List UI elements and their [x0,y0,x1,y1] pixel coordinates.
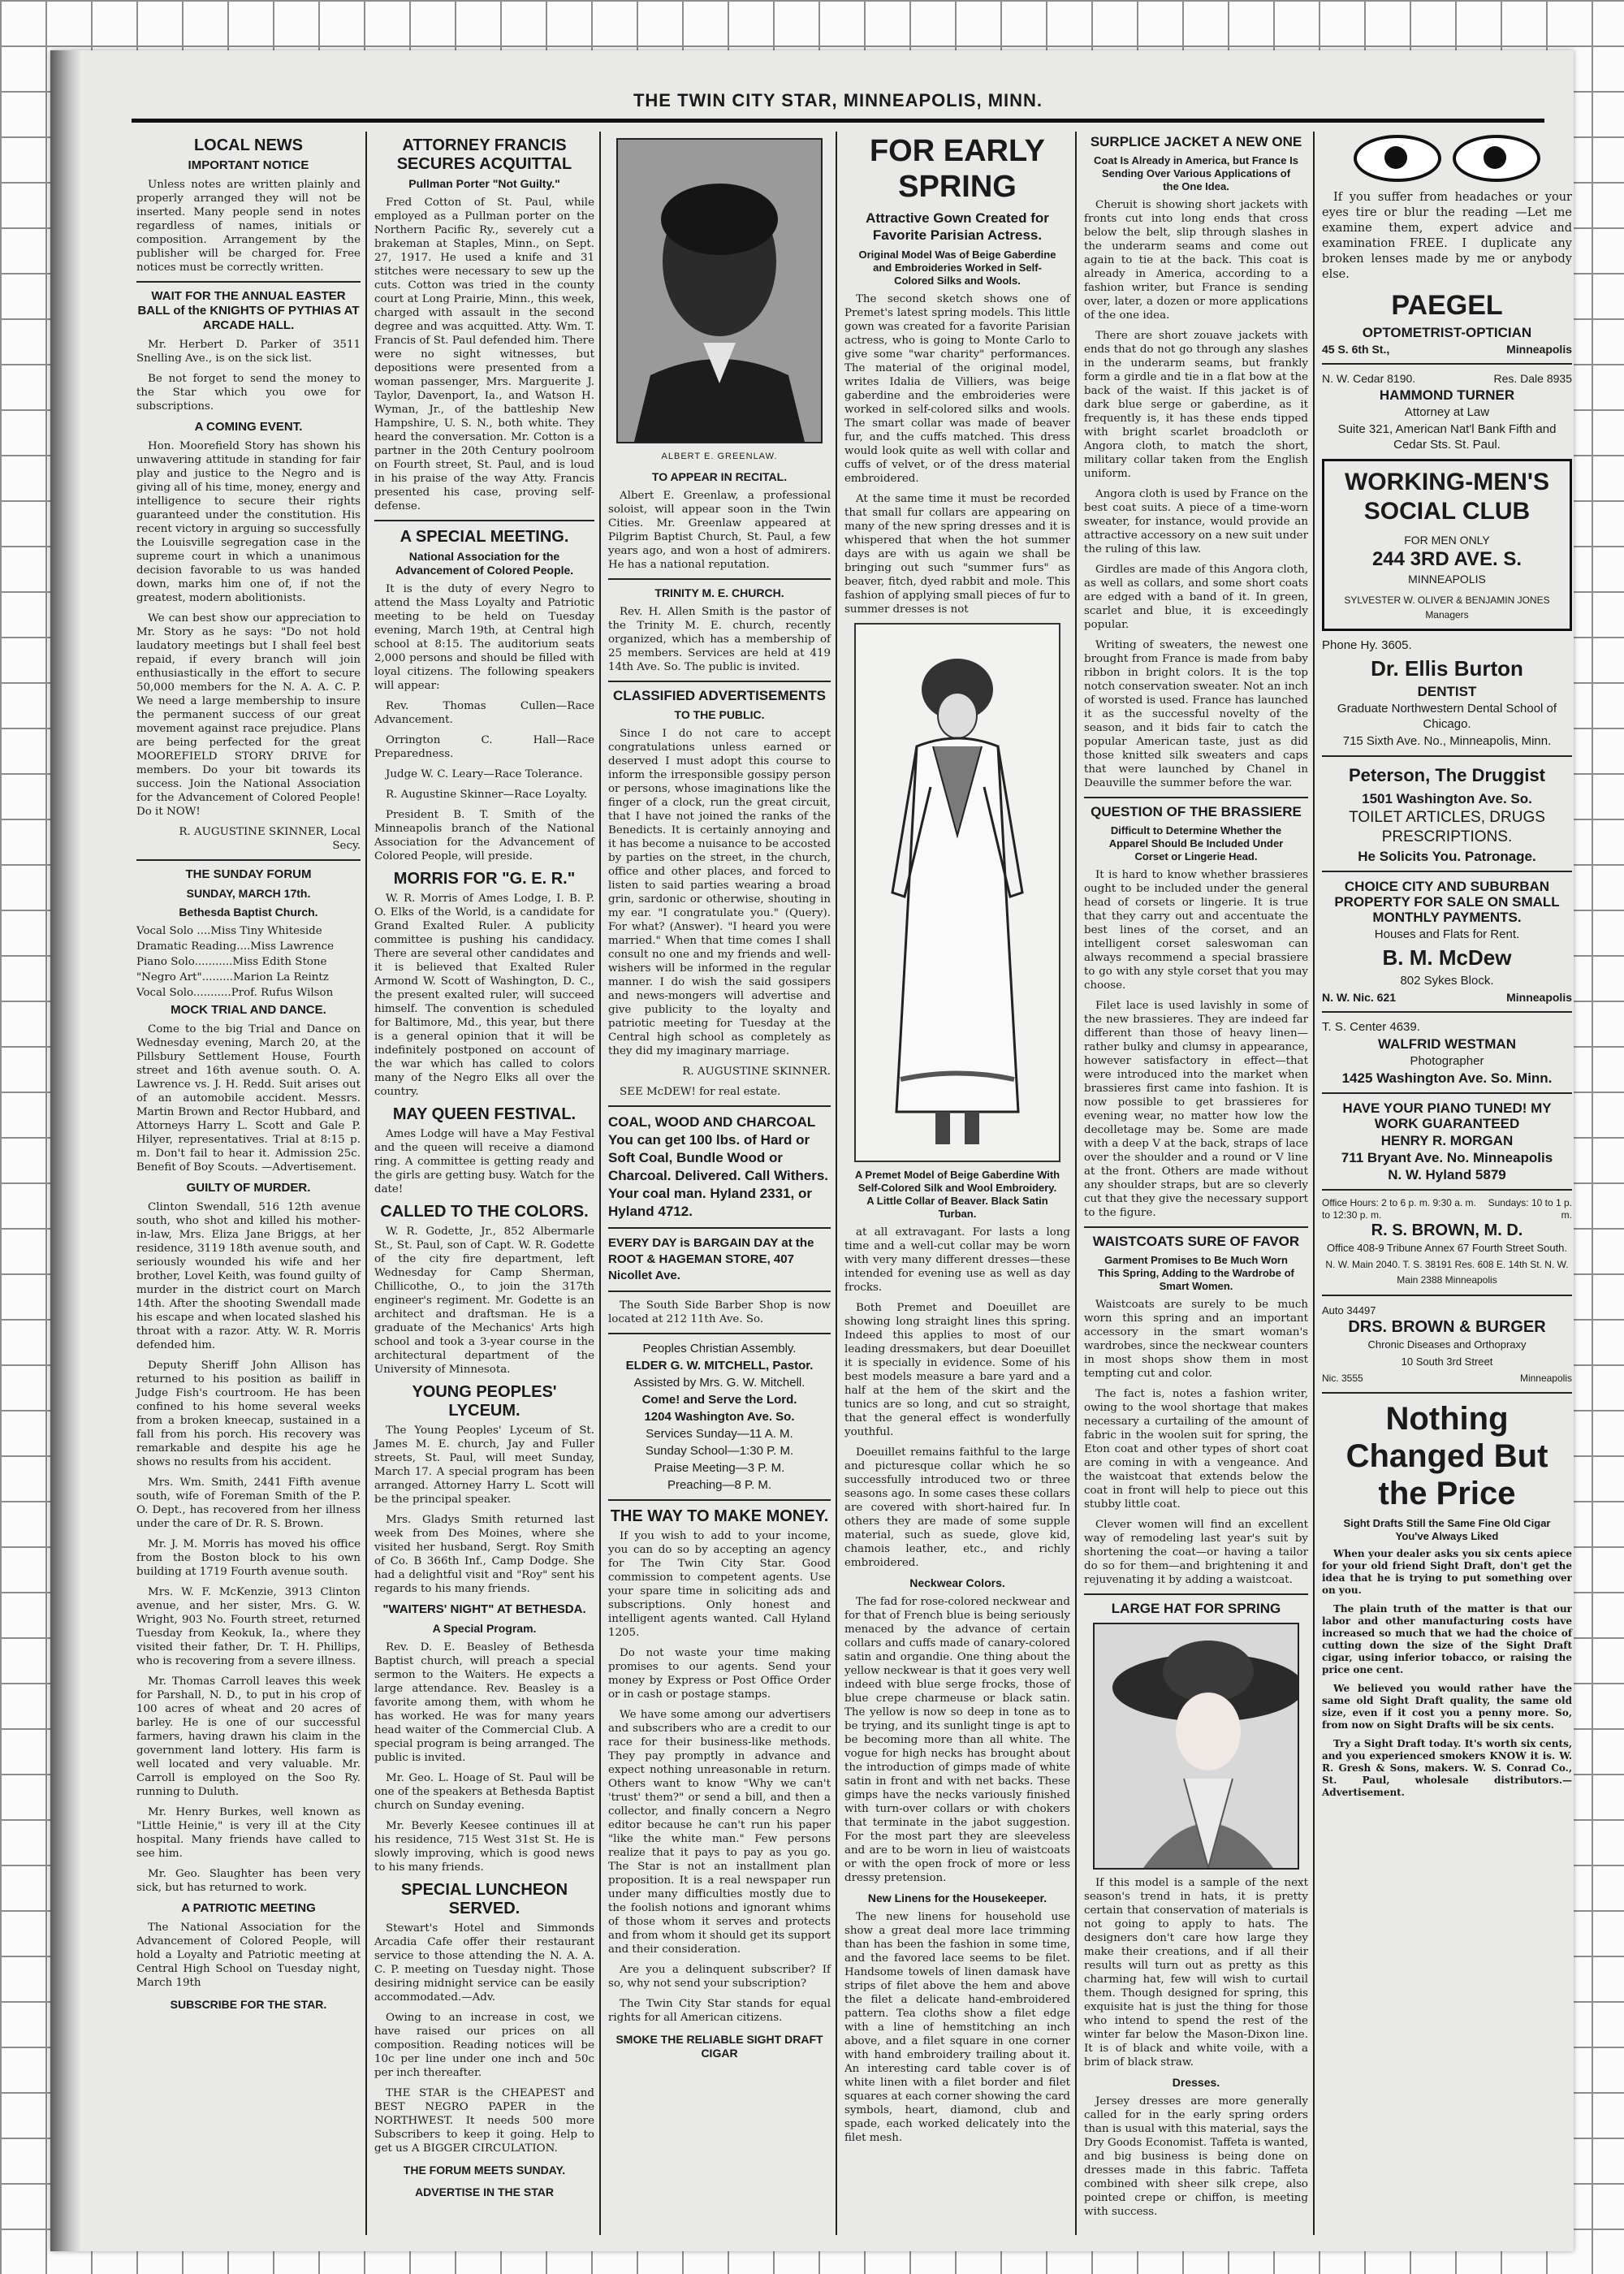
guilty-body: Clinton Swendall, 516 12th avenue south, who shot and killed his mother-in-law, Mrs. Eliza Jane Briggs, at her residence, 3119 18th avenue south, and seriously wounded his wife and her brother, Lovel Keith, was found guilty of murder in the district court on March 14th. After the shooting Swendall made his escape and when located slashed his throat with a razor. Atty. W. R. Morris defended him. [136,1201,361,1351]
club-address: 244 3RD AVE. S. [1371,548,1522,570]
forum-meets: THE FORUM MEETS SUNDAY. [403,2164,566,2177]
column-1 [132,132,367,2235]
surplice-body-5: Writing of sweaters, the newest one brought from France is made from baby ribbon in bright colors. It is the top notch conservation sweater. Not an inch of worsted is used. France has launched it as the successful novelty of the season, and it bids fair to catch the popular American taste, just as did those knitted silk sweaters and caps that were launched by Chanel in Deauville the summer before the war. [1084,639,1308,789]
divider [608,681,831,682]
coming-event-title: A COMING EVENT. [194,420,303,434]
increase-note: Owing to an increase in cost, we have raised our prices on all composition. Reading notices will be 10c per line under one inch and 50c per inch thereafter. [374,2012,594,2079]
club-managers: SYLVESTER W. OLIVER & BENJAMIN JONES [1344,594,1550,606]
lyceum-title: YOUNG PEOPLES' LYCEUM. [412,1383,557,1420]
eye-icon [1354,135,1441,182]
special-meeting-sub: National Association for the Advancement of Colored People. [395,550,574,577]
westman-phone: T. S. Center 4639. [1322,1020,1420,1034]
club-city: MINNEAPOLIS [1408,573,1486,586]
waiters-sub: A Special Program. [432,1622,537,1635]
colors-body: W. R. Godette, Jr., 852 Albermarle St., St. Paul, son of Capt. W. R. Godette of the city fire department, left Wednesday for Camp Sherman, Chillicothe, O., to join the 317th engineer's regiment. Mr. Godette is an architect and draftsman. He is a graduate of the Mechanics' Arts high school and took a 3-year course in the architectural department of the University of Minnesota. [374,1226,594,1376]
burger-auto: Auto 34497 [1322,1304,1376,1316]
divider [136,281,361,283]
divider [608,1333,831,1334]
easter-ball-head: WAIT FOR THE ANNUAL EASTER BALL of the KNIGHTS OF PYTHIAS AT ARCADE HALL. [137,289,360,332]
piano-phone: N. W. Hyland 5879 [1388,1167,1506,1182]
waiters-title: "WAITERS' NIGHT" AT BETHESDA. [382,1602,586,1616]
dresses-title: Dresses. [1172,2076,1220,2089]
divider [608,1227,831,1229]
mcdew-address: 802 Sykes Block. [1400,974,1494,988]
barber-note: The South Side Barber Shop is now located at 212 11th Ave. So. [608,1299,831,1325]
portrait-photo [616,138,823,443]
column-5 [1079,132,1315,2235]
early-spring-deck: Attractive Gown Created for Favorite Parisian Actress. [866,210,1049,243]
column-6 [1317,132,1574,2235]
program-item: Vocal Solo...........Prof. Rufus Wilson [136,987,334,999]
westman-title: Photographer [1410,1054,1484,1068]
social-club-ad [1322,459,1572,631]
special-meeting-body: It is the duty of every Negro to attend the Mass Loyalty and Patriotic meeting to be held on Tuesday evening, March 19th, at Central high school at 8:15. The auditorium seats 2,000 persons and should be filled with loyal citizens. The following speakers will appear: [374,583,594,692]
paegel-city: Minneapolis [1506,343,1572,356]
classified-sign: R. AUGUSTINE SKINNER. [682,1066,831,1078]
attorney-sub: Pullman Porter "Not Guilty." [408,177,560,190]
westman-name: WALFRID WESTMAN [1378,1036,1516,1052]
column-2 [369,132,601,2235]
early-spring-body-1: The second sketch shows one of Premet's latest spring models. This little gown was created for a favorite Parisian actress, who is going to Monte Carlo to give some "war charity" performances. The material of the original model, writes Idalia de Villiers, was beige gaberdine and the embroideries were worked in self-colored silks and wools. The smart collar was made of beaver fur, and the cuffs matched. This dress would look quite as well with collar and cuffs of velvet, or of the dress material embroidered. [844,293,1070,485]
notice-body: Unless notes are written plainly and properly arranged they will not be inserted. Many people send in notes regardless of names, initials or composition. Arrangement by the publisher will be charged for. Free notices must be correctly written. [136,179,361,274]
burkes-note: Mr. Henry Burkes, well known as "Little Heinie," is very ill at the City hospital. Many friends have called to see him. [136,1806,361,1860]
turner-phone-office: N. W. Cedar 8190. [1322,372,1416,385]
burton-school: Graduate Northwestern Dental School of Chicago. [1337,702,1557,731]
hoage-note: Mr. Geo. L. Hoage of St. Paul will be one of the speakers at Bethesda Baptist church on Sunday evening. [374,1772,594,1812]
peterson-slogan: He Solicits You. Patronage. [1358,849,1536,864]
classified-sub: TO THE PUBLIC. [674,708,765,721]
club-men: FOR MEN ONLY [1404,534,1490,547]
mckenzie-note: Mrs. W. F. McKenzie, 3913 Clinton avenue, and her sister, Mrs. G. W. Wright, 903 No. Fourth street, returned Tuesday from Keokuk, Ia., where they visited their father, Dr. T. H. Phillips, who is recovering from a severe illness. [136,1586,361,1667]
brown-hours-sunday: Sundays: 10 to 1 p. m. [1488,1197,1572,1221]
cigar-footer: SMOKE THE RELIABLE SIGHT DRAFT CIGAR [615,2033,823,2060]
surplice-body: Cheruit is showing short jackets with fronts cut into long ends that cross below the belt, slip through slashes in the underarm seams and come out again to tie at the back. This coat is already in America, according to a fashion writer, but France is sending over, later, a dozen or more applications of the one idea. [1084,199,1308,322]
morris-note: Mr. J. M. Morris has moved his office from the Boston block to his own building at 1719 Fourth avenue south. [136,1538,361,1578]
club-head: WORKING-MEN'S SOCIAL CLUB [1344,469,1550,525]
assembly-line: 1204 Washington Ave. So. [644,1410,795,1424]
attorney-body: Fred Cotton of St. Paul, while employed as a Pullman porter on the Northern Pacific Ry., severely cut a brakeman at Staples, Minn., on Sept. 27, 1917. He used a knife and 31 stitches were necessary to sew up the cuts. Cotton was tried in the county court at Long Prairie, Minn., this week, charged with assault in the second degree and was acquitted. Atty. Wm. T. Francis of St. Paul defended him. There were no sight witnesses, but depositions were presented from a woman passenger, Mrs. Marguerite J. Taylor, Davenport, Ia., and Watson H. Wyman, Jr., of the battleship New Hampshire, U. S. N., both white. They heard the conversation. Mr. Cotton is a partner in the 20th Century poolroom on Fourth street, St. Paul, and is loud in his praise of the way Atty. Francis presented his case, proving self-defense. [374,197,594,512]
column-4 [840,132,1077,2235]
brassiere-sub: Difficult to Determine Whether the Apparel Should Be Included Under Corset or Lingerie Head. [1108,824,1284,862]
nothing-changed-body: When your dealer asks you six cents apiece for your old friend Sight Draft, don't get the idea that he is trying to put something over on you. [1322,1548,1572,1596]
divider [1322,755,1572,757]
peterson-goods: TOILET ARTICLES, DRUGS PRESCRIPTIONS. [1349,809,1545,845]
nothing-changed-sub: Sight Drafts Still the Same Fine Old Cigar You've Always Liked [1343,1517,1551,1542]
make-money-body-3: We have some among our advertisers and subscribers who are a credit to our race for their business-like methods. They pay promptly in advance and expect nothing unreasonable in return. Others want to know "Why we can't 'trust' them?" or send a bill, and then a collector, and finally concern a Negro editor because he can't run his paper "like the white man." Few persons realize that it pays to pay as you go. The Star is not an installment plan proposition. It is a real newspaper run under many difficulties mostly due to the foolish notions and ignorant whims of those whom it serves and protects and from whom it should get its support and their consideration. [608,1709,831,1956]
turner-title: Attorney at Law [1404,405,1490,419]
morris-body: W. R. Morris of Ames Lodge, I. B. P. O. Elks of the World, is a candidate for Grand Exalted Ruler. A publicity committee is pushing his candidacy. There are several other candidates and it is believed that Exalted Ruler Armond W. Scott of Washington, D. C., the present exalted ruler, will succeed himself. The convention is scheduled for Baltimore, Md., this year, but there is a general opinion that it will be indefinitely postponed on account of the war which has called to colors many of the Negro Elks all over the country. [374,893,594,1098]
brown-name: R. S. BROWN, M. D. [1371,1221,1523,1239]
waiters-body: Rev. D. E. Beasley of Bethesda Baptist church, will preach a special sermon to the Waiters. He expects a large attendance. Rev. Beasley is a favorite among them, with whom he has worked. He was for many years head waiter of the Commercial Club. A special program is being arranged. The public is invited. [374,1641,594,1764]
waistcoats-body: Waistcoats are surely to be much worn this spring and an important accessory in the smart woman's wardrobes, since the neckwear counters in most shops show them in most tempting cut and color. [1084,1299,1308,1380]
hat-photo [1093,1623,1299,1870]
speaker: Judge W. C. Leary—Race Tolerance. [386,768,583,780]
neckwear-title: Neckwear Colors. [909,1576,1005,1589]
linens-body: The new linens for household use show a great deal more lace trimming than has been the fashion in some time, and the favored lace seems to be filet. Handsome towels of linen damask have strips of filet above the hem and above the filet a delicate hand-embroidered pattern. Tea cloths show a filet edge with a line of hemstitching an inch above, and a filet square in one corner with hand embroidery trailing about it. An interesting card table cover is of white linen with a filet border and filet squares at each corner showing the card symbols, heart, diamond, club and spade, each worked delicately into the filet mesh. [844,1911,1070,2144]
program-item: Vocal Solo ....Miss Tiny Whiteside [136,925,322,937]
make-money-title: THE WAY TO MAKE MONEY. [610,1507,829,1525]
peterson-address: 1501 Washington Ave. So. [1362,791,1532,806]
program-item: Piano Solo...........Miss Edith Stone [136,956,327,968]
mock-trial-body: Come to the big Trial and Dance on Wednesday evening, March 20, at the Pillsbury Settlement House, Fourth street and 16th avenue south. O. A. Lawrence vs. J. H. Redd. Suit arises out of an automobile accident. Messrs. Martin Brown and Rector Hubbard, and Attorneys Harry L. Scott and Gale P. Hilyer, representatives. Trial at 8:15 p. m. Don't fail to hear it. Admission 25c. Benefit of Boy Scouts. —Advertisement. [136,1023,361,1174]
assembly-line: Praise Meeting—3 P. M. [654,1461,785,1475]
smith-note: Mrs. Wm. Smith, 2441 Fifth avenue south, wife of Foreman Smith of the P. O. Dept., has recovered from her illness under the care of Dr. R. S. Brown. [136,1476,361,1530]
divider [374,520,594,521]
mcdew-note: SEE McDEW! for real estate. [620,1086,781,1098]
divider [1084,1226,1308,1228]
masthead: THE TWIN CITY STAR, MINNEAPOLIS, MINN. [132,83,1544,123]
subscribe-footer: SUBSCRIBE FOR THE STAR. [170,1998,327,2011]
eyes-text: If you suffer from headaches or your eyes tire or blur the reading —Let me examine them, expert advice and examination FREE. I duplicate any broken lenses made by me or anybody else. [1322,191,1572,281]
mcdew-name: B. M. McDew [1382,945,1512,970]
nothing-changed-body-2: The plain truth of the matter is that our labor and other manufacturing costs have increased so much that we had the choice of cutting down the size of the Sight Draft cigar, using inferior tobacco, or raising the price one cent. [1322,1603,1572,1675]
stands-note: The Twin City Star stands for equal rights for all American citizens. [608,1998,831,2024]
divider [1322,1011,1572,1013]
recital-title: TO APPEAR IN RECITAL. [651,470,788,483]
paegel-street: 45 S. 6th St., [1322,343,1390,356]
surplice-body-2: There are short zouave jackets with ends that do not go through any slashes in the underarm seams, but frankly form a girdle and tie in a flat bow at the back of the waist. If this jacket is of dark blue serge or gaberdine, as it frequently is, it has these ends tipped with bright scarlet broadcloth or Angora cloth, to match the short, military collar taken from the English uniform. [1084,330,1308,480]
forum-place: Bethesda Baptist Church. [179,906,318,919]
property-head: CHOICE CITY AND SUBURBAN PROPERTY FOR SALE ON SMALL MONTHLY PAYMENTS. [1334,879,1560,925]
burger-phone-row [1322,1371,1572,1386]
divider [608,1499,831,1501]
brown-hours-weekday: Office Hours: 2 to 6 p. m. 9:30 a. m. to 12:30 p. m. [1322,1197,1476,1221]
early-spring-body-4: Both Premet and Doeuillet are showing long straight lines this spring. Indeed this applies to most of our leading dressmakers, but dear Doeuillet it is specially in evidence. Some of his best models measure a bare yard and a half at the hem of the skirt and the tunics are so long, and cut so straight, that the general effect is wonderfully youthful. [844,1302,1070,1438]
luncheon-title: SPECIAL LUNCHEON SERVED. [400,1881,568,1917]
may-queen-body: Ames Lodge will have a May Festival and the queen will receive a diamond ring. A committee is getting ready and the girls are getting busy. Watch for the date! [374,1128,594,1195]
column-3 [603,132,837,2235]
classified-title: CLASSIFIED ADVERTISEMENTS [613,688,826,703]
burger-name: DRS. BROWN & BURGER [1348,1318,1546,1336]
surplice-body-4: Girdles are made of this Angora cloth, as well as collars, and some short coats are edged with a band of it. In green, scarlet and blue, it is exceedingly popular. [1084,564,1308,631]
trinity-body: Rev. H. Allen Smith is the pastor of the Trinity M. E. church, recently organized, which has a membership of 25 members. Services are held at 419 14th Ave. So. The public is invited. [608,606,831,673]
early-spring-body-5: Doeuillet remains faithful to the large and picturesque collar which he so successfully introduced two or three seasons ago. In some cases these collars are covered with short-haired fur. In others they are made of some supple material, such as suede, glove kid, chamois leather, etc., and richly embroidered. [844,1446,1070,1569]
turner-name: HAMMOND TURNER [1379,387,1515,403]
speaker: Rev. Thomas Cullen—Race Advancement. [374,700,594,726]
turner-phones [1322,371,1572,386]
waistcoats-title: WAISTCOATS SURE OF FAVOR [1092,1234,1300,1249]
gladys-note: Mrs. Gladys Smith returned last week from Des Moines, where she visited her husband, Sergt. Roy Smith of Co. B 366th Inf., Camp Dodge. She had a delightful visit and "Roy" sent his regards to his many friends. [374,1514,594,1595]
patriotic-title: A PATRIOTIC MEETING [181,1901,316,1915]
portrait-illustration [618,140,821,442]
morris-title: MORRIS FOR "G. E. R." [393,870,576,888]
notice-title: IMPORTANT NOTICE [188,158,309,172]
eye-icon [1453,135,1540,182]
speaker: President B. T. Smith of the Minneapolis branch of the National Association for the Advancement of Colored People, will preside. [374,809,594,862]
may-queen-title: MAY QUEEN FESTIVAL. [392,1105,577,1123]
paegel-title: OPTOMETRIST-OPTICIAN [1362,325,1532,340]
piano-head: HAVE YOUR PIANO TUNED! MY WORK GUARANTEED [1342,1100,1552,1131]
peterson-name: Peterson, The Druggist [1348,765,1546,785]
mcdew-phone-row [1322,990,1572,1005]
money-note: Be not forget to send the money to the Star which you owe for subscriptions. [136,373,361,413]
burton-name: Dr. Ellis Burton [1371,656,1523,681]
dresses-body: Jersey dresses are more generally called for in the early spring orders than is usual with this material, says the Dry Goods Economist. Taffeta is wanted, and big business is being done on dresses made in this fabric. Taffeta combined with sheer silk crepe, also pointed crepe or chiffon, is meeting with success. [1084,2095,1308,2218]
coming-event-body: Hon. Moorefield Story has shown his unwavering attitude in standing for fair play and justice to the Negro and is giving all of his time, money, energy and intelligence to secure their rights guaranteed under the constitution. His recent victory in arguing so successfully the Louisville segregation case in the supreme court in which a unanimous decision favorable to us was handed down, marks him one of, if not the greatest, modern abolitionists. [136,440,361,604]
hat-caption: If this model is a sample of the next season's trend in hats, it is pretty certain that conservation of materials is not going to apply to hats. The designers don't care how large they make their creations, and if all their results will turn out as pretty as this charming hat, few will wish to curtail them. Though designed for spring, this exquisite hat is just the thing for those who intend to spend the rest of the winter far below the Mason-Dixon line. It is of black and white voile, with a brim of black straw. [1084,1877,1308,2069]
neckwear-body: The fad for rose-colored neckwear and for that of French blue is being seriously menaced by the advance of certain collars and cuffs made of canary-colored satin and organdie. One thing about the yellow neckwear is that it goes very well indeed with blue serge frocks, those of blue crepe charmeuse or black satin. The yellow is now so deep in tone as to be trying, and its sunlight tinge is apt to be becoming more than all white. The vogue for high necks has brought about the introduction of gimps made of white satin in front and with net backs. These gimps have the necks variously finished with turn-over collars or with chokers that terminate in the jabot suggestion. For the most part they are sleeveless and are to be worn in lieu of waistcoats or with the open frock of more or less dressy pretension. [844,1596,1070,1884]
burger-address: 10 South 3rd Street [1401,1355,1493,1368]
special-meeting-title: A SPECIAL MEETING. [400,528,569,546]
hat-illustration [1095,1624,1298,1868]
coming-event-sign: R. AUGUSTINE SKINNER, Local Secy. [179,826,361,852]
early-spring-sub: Original Model Was of Beige Gaberdine and Embroideries Worked in Self-Colored Silks and Wools. [858,249,1056,287]
brassiere-body: It is hard to know whether brassieres ought to be included under the general head of corsets or lingerie. It is true that they carry out and accentuate the best lines of the corset, and an intelligent corset saleswoman can always recommend a special brassiere to go with any style corset that you may choose. [1084,869,1308,992]
divider [608,1290,831,1292]
slaughter-note: Mr. Geo. Slaughter has been very sick, but has returned to work. [136,1868,361,1894]
patriotic-body: The National Association for the Advancement of Colored People, will hold a Loyalty and Patriotic meeting at Central High School on Tuesday night, March 19th [136,1922,361,1989]
divider [1322,363,1572,365]
divider [1322,1189,1572,1191]
forum-title: THE SUNDAY FORUM [185,867,312,881]
burton-address: 715 Sixth Ave. No., Minneapolis, Minn. [1342,734,1552,748]
attorney-title: ATTORNEY FRANCIS SECURES ACQUITTAL [396,136,572,173]
paegel-address [1322,342,1572,357]
property-sub: Houses and Flats for Rent. [1374,927,1520,941]
bargain-ad: EVERY DAY is BARGAIN DAY at the ROOT & HAGEMAN STORE, 407 Nicollet Ave. [608,1236,814,1282]
forum-date: SUNDAY, MARCH 17th. [186,887,311,900]
make-money-body: If you wish to add to your income, you can do so by accepting an agency for The Twin City Star. Good commission to competent agents. Use your spare time in soliciting ads and subscriptions. Only honest and intelligent agents wanted. Call Hyland 1205. [608,1530,831,1639]
burton-phone: Phone Hy. 3605. [1322,638,1412,652]
waistcoats-sub: Garment Promises to Be Much Worn This Spring, Adding to the Wardrobe of Smart Women. [1098,1254,1294,1292]
divider [1322,1092,1572,1094]
brown-phones: N. W. Main 2040. T. S. 38191 Res. 608 E. 14th St. N. W. Main 2388 Minneapolis [1325,1259,1569,1286]
surplice-sub: Coat Is Already in America, but France Is Sending Over Various Applications of the One Idea. [1094,154,1298,192]
burger-nic: Nic. 3555 [1322,1373,1363,1384]
coal-ad: COAL, WOOD AND CHARCOAL You can get 100 lbs. of Hard or Soft Coal, Bundle Wood or Charcoal. Delivered. Call Withers. Your coal man. Hyland 2331, or Hyland 4712. [608,1114,828,1219]
make-money-body-2: Do not waste your time making promises to our agents. Send your money by Express or Post Office Order or in cash or postage stamps. [608,1647,831,1701]
allison-note: Deputy Sheriff John Allison has returned to his position as bailiff in Judge Fish's courtroom. He has been confined to his home several weeks from a broken kneecap, sustained in a fall from his porch. His recovery was remarkable and despite his age he shows no results from his accident. [136,1360,361,1468]
early-spring-body-2: At the same time it must be recorded that small fur collars are appearing on many of the new spring dresses and it is whispered that when the hot summer days are with us again we shall be bringing out such "summer furs" as beaver, fitch, dyed rabbit and mole. This fashion of applying small pieces of fur to summer dresses is not [844,493,1070,616]
early-spring-body-3: at all extravagant. For lasts a long time and a well-cut collar may be worn with very many different dresses—these intended for evening use as well as day frocks. [844,1226,1070,1294]
divider [1084,1593,1308,1595]
speaker: R. Augustine Skinner—Race Loyalty. [386,789,588,801]
newspaper-page [50,50,1574,2251]
keesee-note: Mr. Beverly Keesee continues ill at his residence, 715 West 31st St. He is slowly improving, which is good news to his many friends. [374,1820,594,1874]
brassiere-body-2: Filet lace is used lavishly in some of the new brassieres. They are indeed far different than those of heavy linen—rather bulky and clumsy in appearance, however satisfactory in effect—that were introduced into the market when brassieres first came into fashion. It is now possible to get brassieres for evening wear, no matter how low the decolletage may be. Some are made with a deep V at the back, straps of lace over the shoulder and a round or V line at the front. Others are made without any shoulder straps, but are so cleverly cut that they give the necessary support to the figure. [1084,1000,1308,1219]
local-news-title: LOCAL NEWS [193,136,304,154]
guilty-title: GUILTY OF MURDER. [186,1181,311,1195]
mcdew-city: Minneapolis [1506,991,1572,1004]
gown-illustration [854,623,1060,1162]
assembly-line: Services Sunday—11 A. M. [646,1427,793,1441]
coming-event-body-2: We can best show our appreciation to Mr. Story as he says: "Do not hold laudatory meetings but I shall feel best repaid, if every branch will join enthusiastically in the effort to secure 50,000 members for the N. A. A. C. P. We need a large membership to insure the permanent success of our great movement against race prejudice. Plans are being perfected for the great MOOREFIELD STORY DRIVE for members. Do your bit towards its success. Join the National Association for the Advancement of Colored People! Do it NOW! [136,612,361,818]
divider [1084,797,1308,798]
divider [1322,1392,1572,1394]
turner-address: Suite 321, American Nat'l Bank Fifth and Cedar Sts. St. Paul. [1337,422,1557,452]
brassiere-title: QUESTION OF THE BRASSIERE [1091,804,1302,819]
brown-hours [1322,1197,1572,1221]
carroll-note: Mr. Thomas Carroll leaves this week for Parshall, N. D., to put in his crop of 100 acres of wheat and 20 acres of barley. He is one of our successful farmers, having drawn his claim in the government land lottery. His farm is well located and very valuable. Mr. Carroll is employed on the Soo Ry. running to Duluth. [136,1675,361,1798]
assembly-line: Peoples Christian Assembly. [642,1342,797,1355]
paegel-name: PAEGEL [1391,290,1503,321]
parker-note: Mr. Herbert D. Parker of 3511 Snelling Ave., is on the sick list. [136,339,361,365]
divider [136,859,361,861]
nothing-changed-head: Nothing Changed But the Price [1345,1401,1548,1511]
club-managers-label: Managers [1425,609,1469,620]
turner-phone-res: Res. Dale 8935 [1493,372,1572,385]
divider [608,578,831,580]
eyes-graphic [1322,135,1572,182]
divider [1322,1295,1572,1296]
portrait-caption: ALBERT E. GREENLAW. [661,452,778,461]
lyceum-body: The Young Peoples' Lyceum of St. James M. E. church, Jay and Fuller streets, St. Paul, will meet Sunday, March 17. A special program has been arranged. Attorney Harry L. Scott will be the principal speaker. [374,1424,594,1506]
recital-body: Albert E. Greenlaw, a professional soloist, will appear soon in the Twin Cities. Mr. Greenlaw appeared at Pilgrim Baptist Church, St. Paul, a few years ago, and won a host of admirers. He has a national reputation. [608,490,831,571]
gown-drawing [856,625,1059,1161]
divider [1322,871,1572,872]
assembly-line: Assisted by Mrs. G. W. Mitchell. [633,1376,806,1390]
assembly-line: Sunday School—1:30 P. M. [645,1444,794,1458]
delinquent-note: Are you a delinquent subscriber? If so, why not send your subscription? [608,1964,831,1990]
linens-title: New Linens for the Housekeeper. [867,1891,1047,1904]
luncheon-body: Stewart's Hotel and Simmonds Arcadia Cafe offer their restaurant service to those attending the N. A. A. C. P. meeting on Tuesday night. Those desiring midnight service can be easily accommodated.—Adv. [374,1922,594,2004]
nothing-changed-body-3: We believed you would rather have the same old Sight Draft quality, the same old size, even if it cost you a penny more. So, from now on Sight Drafts will be six cents. [1322,1683,1572,1731]
early-spring-head: FOR EARLY SPRING [869,134,1046,204]
hat-title: LARGE HAT FOR SPRING [1111,1601,1281,1616]
surplice-title: SURPLICE JACKET A NEW ONE [1090,134,1302,149]
mcdew-phone: N. W. Nic. 621 [1322,991,1397,1004]
piano-name: HENRY R. MORGAN [1380,1133,1514,1148]
mock-trial-title: MOCK TRIAL AND DANCE. [171,1003,326,1017]
assembly-line: Come! and Serve the Lord. [641,1393,797,1407]
waistcoats-body-3: Clever women will find an excellent way of remodeling last year's suit by shortening the coat—or having a tailor do so for them—and brightening it and rejuvenating it by adding a waistcoat. [1084,1519,1308,1586]
assembly-line: Preaching—8 P. M. [667,1478,772,1492]
gown-caption: A Premet Model of Beige Gaberdine With Self-Colored Silk and Wool Embroidery. A Little Collar of Beaver. Black Satin Turban. [854,1169,1060,1220]
divider [608,1105,831,1107]
program-item: Dramatic Reading....Miss Lawrence [136,940,334,953]
program-item: "Negro Art".........Marion La Reintz [136,971,329,984]
nothing-changed-body-4: Try a Sight Draft today. It's worth six cents, and you experienced smokers KNOW it is. W. R. Gresh & Sons, makers. W. S. Conrad Co., St. Paul, wholesale distributors.—Advertisement. [1322,1738,1572,1798]
colors-title: CALLED TO THE COLORS. [380,1203,589,1221]
piano-address: 711 Bryant Ave. No. Minneapolis [1341,1150,1553,1165]
advertise-footer: ADVERTISE IN THE STAR [415,2185,554,2198]
speaker: Orrington C. Hall—Race Preparedness. [374,734,594,760]
columns [132,132,1574,2243]
cheapest-note: THE STAR is the CHEAPEST and BEST NEGRO PAPER in the NORTHWEST. It needs 500 more Subscribers to keep it going. Help to get us A BIGGER CIRCULATION. [374,2087,594,2155]
brown-office: Office 408-9 Tribune Annex 67 Fourth Street South. [1326,1242,1568,1254]
westman-address: 1425 Washington Ave. So. Minn. [1341,1070,1553,1086]
classified-body: Since I do not care to accept congratulations unless earned or deserved I must adopt this course to inform the irresponsible gossipy person or persons, whose imaginations like the finger of a clock, run the great circuit, that I have not joined the ranks of the Benedicts. It is certainly annoying and it has become a nuisance to be accosted by parties on the street, in the church, office and other places, and forced to listen to said parties wearing a broad grin, sardonic or otherwise, shouting in my ear. "I congratulate you." (Query). For what? (Answer). "I heard you were married." When that time comes I shall consult no one and my friends and well-wishers will be informed in the regular manner. I do wish the said gossipers and news-mongers will advertise and give publicity to the loyalty and patriotic meeting for Tuesday at the Central high school as completely as they did my imaginary marriage. [608,728,831,1057]
surplice-body-3: Angora cloth is used by France on the best coat suits. A piece of a time-worn sweater, for instance, would provide an attractive accessory on a new suit under the ruling of this law. [1084,488,1308,556]
burger-city: Minneapolis [1519,1373,1572,1384]
burton-title: DENTIST [1417,684,1477,699]
waistcoats-body-2: The fact is, notes a fashion writer, owing to the wool shortage that makes necessary a curtailing of the amount of fabric in the woolen suit for spring, the Eton coat and other types of short coat are coming in with a vengeance. And the waistcoat that extends below the coat in front will help to piece out this stubby little coat. [1084,1388,1308,1511]
assembly-line: ELDER G. W. MITCHELL, Pastor. [625,1359,814,1373]
trinity-title: TRINITY M. E. CHURCH. [654,586,784,599]
burger-title: Chronic Diseases and Orthopraxy [1367,1338,1527,1351]
